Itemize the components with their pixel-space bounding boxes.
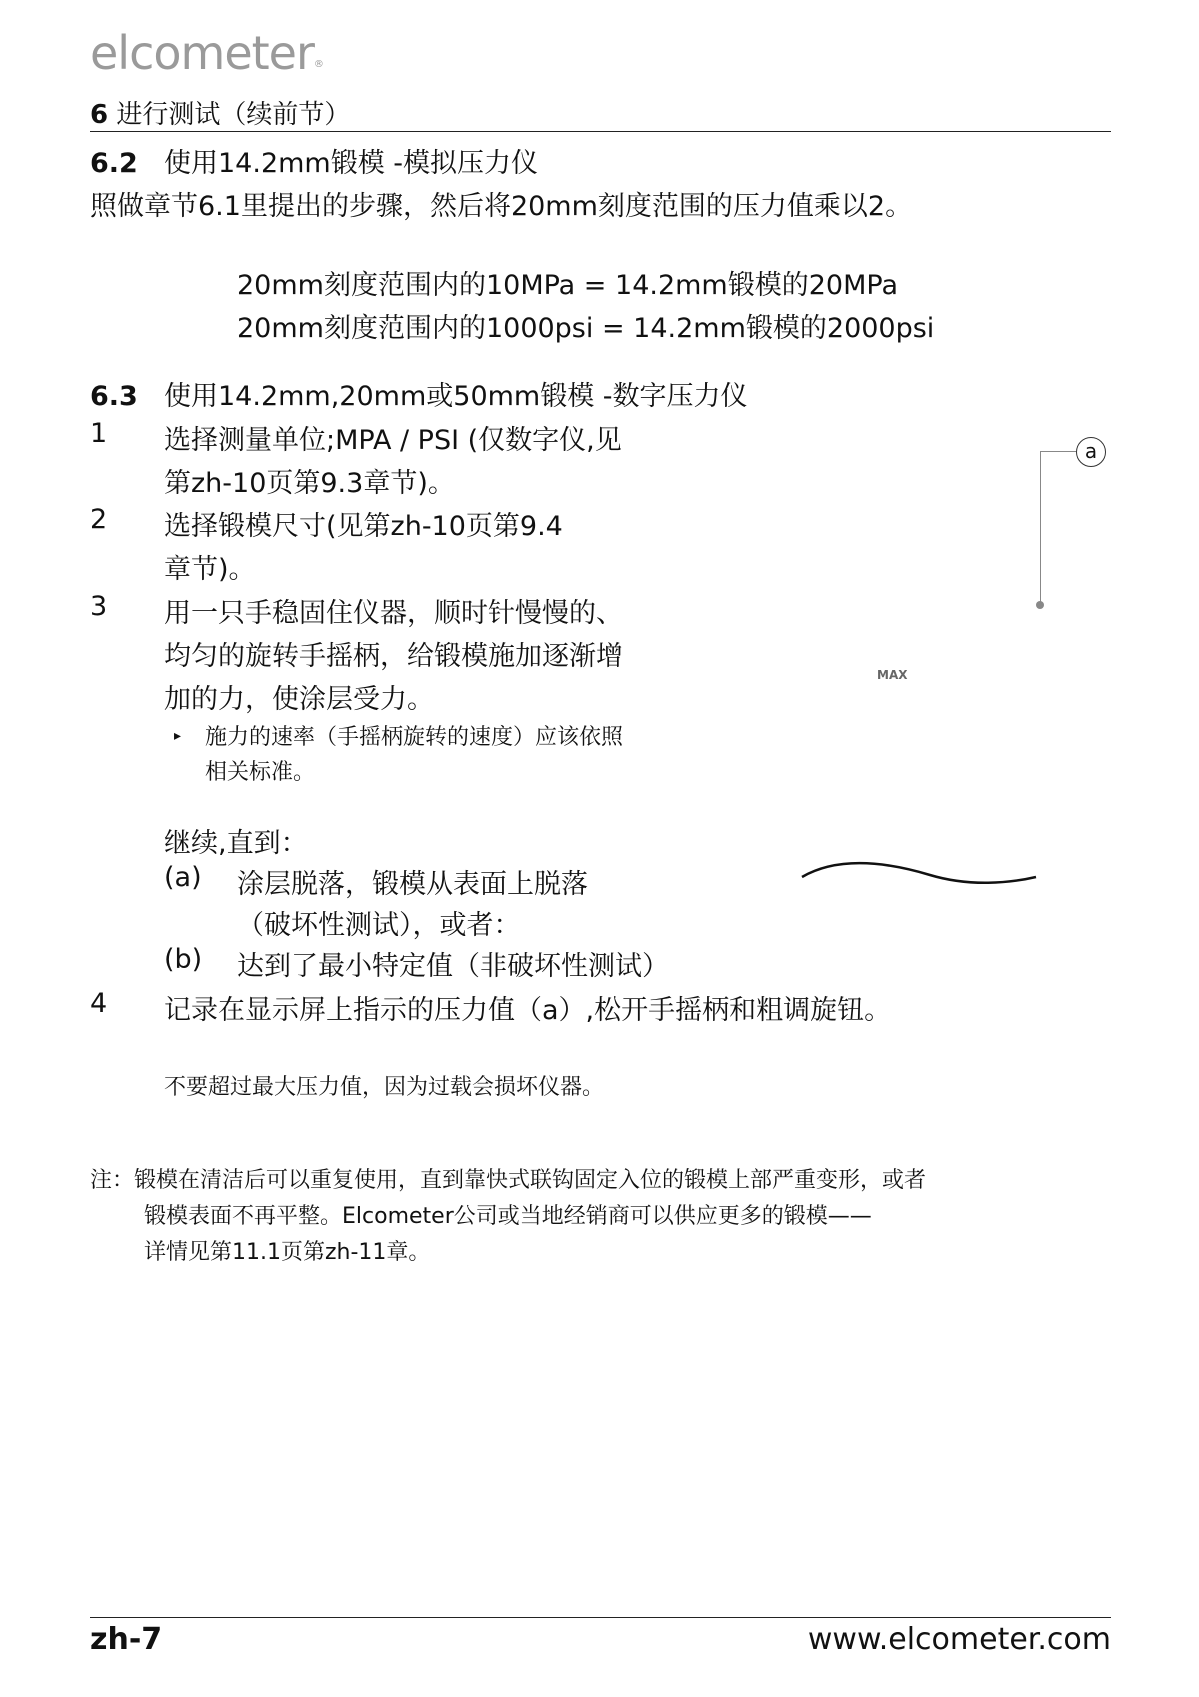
step-2-line-2: 章节)。 — [164, 554, 256, 585]
step-2-line-1: 选择锻模尺寸(见第zh-10页第9.4 — [164, 511, 563, 542]
section-6-3-heading: 6.3 使用14.2mm,20mm或50mm锻模 -数字压力仪 — [90, 381, 748, 412]
note-line-1: 注：锻模在清洁后可以重复使用，直到靠快式联钩固定入位的锻模上部严重变形，或者 — [90, 1168, 927, 1193]
condition-a-line-1: 涂层脱落，锻模从表面上脱落 — [237, 869, 588, 900]
elcometer-logo: elcometer® — [90, 26, 323, 80]
section-6-2-intro: 照做章节6.1里提出的步骤，然后将20mm刻度范围的压力值乘以2。 — [90, 191, 913, 222]
chapter-number: 6 — [90, 100, 109, 130]
condition-b-line-1: 达到了最小特定值（非破坏性测试） — [237, 951, 669, 982]
equation-mpa: 20mm刻度范围内的10MPa = 14.2mm锻模的20MPa — [237, 270, 898, 301]
step-3-line-1: 用一只手稳固住仪器，顺时针慢慢的、 — [164, 598, 623, 629]
callout-leader-vertical — [1040, 451, 1041, 605]
bullet-line-1: 施力的速率（手摇柄旋转的速度）应该依照 — [205, 725, 624, 750]
condition-a-label: (a) — [164, 862, 202, 893]
equation-psi: 20mm刻度范围内的1000psi = 14.2mm锻模的2000psi — [237, 313, 935, 344]
callout-a-marker: a — [1076, 437, 1106, 467]
step-2-number: 2 — [90, 504, 108, 535]
step-3-number: 3 — [90, 591, 108, 622]
section-6-2-heading: 6.2 使用14.2mm锻模 -模拟压力仪 — [90, 148, 539, 179]
step-3-line-3: 加的力，使涂层受力。 — [164, 684, 434, 715]
bullet-line-2: 相关标准。 — [205, 760, 316, 785]
step-4-line-1: 记录在显示屏上指示的压力值（a）,松开手摇柄和粗调旋钮。 — [164, 995, 892, 1026]
continue-until: 继续,直到： — [164, 828, 308, 859]
chapter-heading — [90, 94, 350, 131]
step-1-line-2: 第zh-10页第9.3章节)。 — [164, 468, 455, 499]
callout-leader-horizontal — [1040, 451, 1076, 452]
step-4-number: 4 — [90, 988, 108, 1019]
coating-curve-line — [800, 855, 1040, 895]
page-number: zh-7 — [90, 1622, 163, 1657]
note-line-3: 详情见第11.1页第zh-11章。 — [144, 1240, 431, 1265]
step-1-number: 1 — [90, 418, 108, 449]
header-rule — [90, 131, 1111, 132]
callout-dot — [1036, 601, 1044, 609]
gauge-max-label: MAX — [877, 668, 908, 682]
note-line-2: 锻模表面不再平整。Elcometer公司或当地经销商可以供应更多的锻模—— — [144, 1204, 872, 1229]
condition-a-line-2: （破坏性测试），或者： — [237, 910, 521, 941]
overload-warning: 不要超过最大压力值，因为过载会损坏仪器。 — [164, 1075, 605, 1100]
step-3-line-2: 均匀的旋转手摇柄，给锻模施加逐渐增 — [164, 641, 623, 672]
condition-b-label: (b) — [164, 944, 203, 975]
step-1-line-1: 选择测量单位;MPA / PSI (仅数字仪,见 — [164, 425, 622, 456]
bullet-arrow-icon: ▸ — [174, 728, 182, 744]
footer-url: www.elcometer.com — [807, 1622, 1111, 1657]
footer-rule — [90, 1617, 1111, 1618]
chapter-title: 进行测试（续前节） — [116, 100, 351, 130]
